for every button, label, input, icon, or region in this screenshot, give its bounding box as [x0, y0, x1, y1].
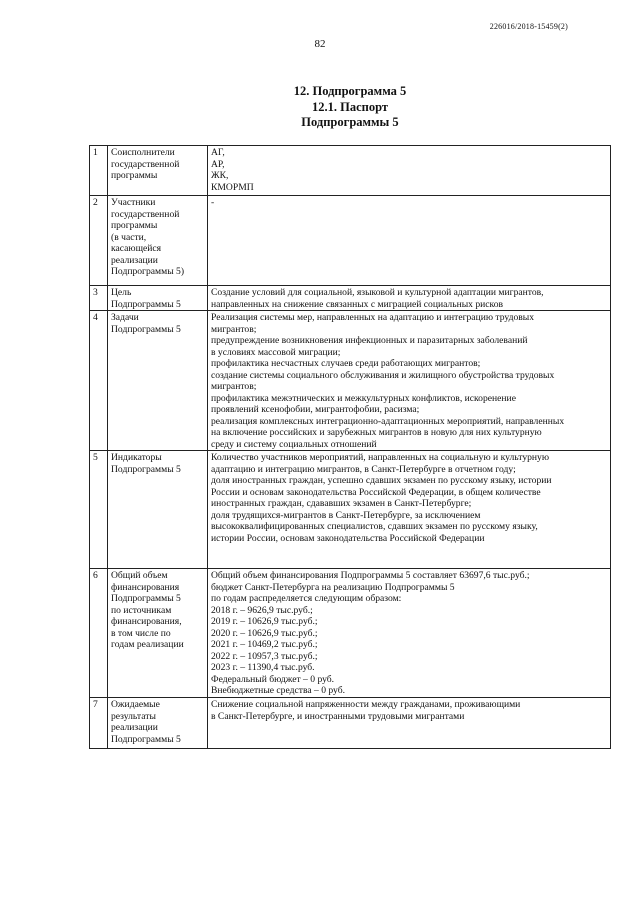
row-label-line: программы: [111, 220, 158, 231]
row-label-line: (в части,: [111, 231, 147, 243]
row-label-line: финансирования,: [111, 616, 182, 627]
table-row: [90, 286, 611, 311]
row-content: [208, 146, 611, 196]
row-content-line: создание системы социального обслуживания и жилищного обустройства трудовых: [211, 369, 555, 381]
row-label-line: Подпрограммы 5: [111, 593, 181, 604]
row-content-line: АГ,: [211, 147, 225, 158]
row-content-line: мигрантов;: [211, 323, 257, 335]
row-content-line: предупреждение возникновения инфекционных и паразитарных заболеваний: [211, 335, 528, 346]
row-content-line: Создание условий для социальной, языковой и культурной адаптации мигрантов,: [211, 287, 544, 298]
row-label-line: Подпрограммы 5: [111, 733, 181, 745]
row-label: [108, 569, 208, 698]
row-content: [208, 311, 611, 451]
row-content-line: Реализация системы мер, направленных на адаптацию и интеграцию трудовых: [211, 312, 535, 323]
table-row: [90, 311, 611, 451]
row-content-line: -: [211, 197, 215, 208]
row-content-line: Количество участников мероприятий, направленных на социальную и культурную: [211, 452, 550, 463]
row-content-line: по годам распределяется следующим образом:: [211, 593, 402, 604]
row-content-line: в Санкт-Петербурге, и иностранными трудовыми мигрантами: [211, 710, 465, 722]
row-number: 1: [90, 146, 108, 196]
row-label-line: государственной: [111, 158, 180, 170]
row-content-line: истории России, основам законодательства Российской Федерации: [211, 532, 485, 544]
table-row: [90, 146, 611, 196]
row-label-line: Подпрограммы 5: [111, 323, 181, 335]
row-number: 6: [90, 569, 108, 698]
row-number: 7: [90, 698, 108, 749]
row-label-line: Общий объем: [111, 570, 168, 581]
row-content-line: профилактика межэтнических и межкультурных конфликтов, искоренение: [211, 392, 516, 404]
row-label: [108, 311, 208, 451]
row-number: 5: [90, 451, 108, 569]
row-content-line: КМОРМП: [211, 181, 254, 193]
row-label-line: по источникам: [111, 604, 172, 616]
row-number: 3: [90, 286, 108, 311]
passport-table: [89, 145, 611, 749]
row-content-line: АР,: [211, 158, 225, 170]
title-line-1: 12. Подпрограмма 5: [293, 84, 407, 98]
row-label-line: годам реализации: [111, 639, 184, 650]
row-label-line: Подпрограммы 5: [111, 298, 181, 310]
row-content-line: Общий объем финансирования Подпрограммы 5 составляет 63697,6 тыс.руб.;: [211, 570, 530, 581]
row-content-line: 2022 г. – 10957,3 тыс.руб.;: [211, 650, 318, 662]
row-content: [208, 698, 611, 749]
row-label: [108, 698, 208, 749]
row-label-line: Ожидаемые: [111, 699, 160, 710]
row-content-line: 2018 г. – 9626,9 тыс.руб.;: [211, 604, 313, 616]
row-label-line: реализации: [111, 722, 158, 733]
row-content: [208, 451, 611, 569]
row-content-line: иностранных граждан, сдававших экзамен в Санкт-Петербурге;: [211, 498, 472, 509]
row-label-line: Подпрограммы 5): [111, 266, 185, 277]
row-content: [208, 196, 611, 286]
title-line-2: 12.1. Паспорт: [311, 99, 389, 114]
table-row: [90, 569, 611, 698]
row-label-line: финансирования: [111, 581, 180, 593]
row-label-line: программы: [111, 170, 158, 181]
row-content-line: Снижение социальной напряженности между гражданами, проживающими: [211, 699, 521, 710]
row-label-line: Задачи: [111, 312, 139, 323]
row-content-line: 2019 г. – 10626,9 тыс.руб.;: [211, 616, 318, 627]
row-content-line: Федеральный бюджет – 0 руб.: [211, 673, 335, 685]
table-row: [90, 196, 611, 286]
row-content: [208, 286, 611, 311]
row-content-line: среду и систему социальных отношений: [211, 438, 377, 450]
row-content: [208, 569, 611, 698]
page-number: 82: [314, 38, 326, 50]
row-content-line: высококвалифицированных специалистов, сдавших экзамен по русскому языку,: [211, 521, 538, 532]
row-content-line: адаптацию и интеграцию мигрантов, в Санкт-Петербурге в отчетном году;: [211, 463, 516, 475]
row-label: [108, 286, 208, 311]
table-row: [90, 451, 611, 569]
row-content-line: 2021 г. – 10469,2 тыс.руб.;: [211, 639, 318, 650]
row-content-line: России и основам законодательства Российской Федерации, в общем количестве: [211, 486, 541, 498]
row-content-line: доля иностранных граждан, успешно сдавших экзамен по русскому языку, истории: [211, 475, 552, 486]
row-label-line: Цель: [111, 287, 132, 298]
row-label: [108, 451, 208, 569]
row-content-line: 2020 г. – 10626,9 тыс.руб.;: [211, 627, 318, 639]
title-line-3: Подпрограммы 5: [301, 115, 399, 129]
row-label-line: Подпрограммы 5: [111, 463, 181, 475]
row-label: [108, 196, 208, 286]
row-label-line: касающейся: [111, 243, 162, 254]
row-content-line: профилактика несчастных случаев среди работающих мигрантов;: [211, 358, 481, 369]
row-label-line: результаты: [111, 710, 156, 722]
table-row: [90, 698, 611, 749]
row-content-line: направленных на снижение связанных с миграцией социальных рисков: [211, 298, 504, 310]
row-content-line: 2023 г. – 11390,4 тыс.руб.: [211, 662, 315, 673]
document-code: 226016/2018-15459(2): [489, 22, 568, 31]
row-number: 4: [90, 311, 108, 451]
row-content-line: мигрантов;: [211, 381, 257, 392]
row-label-line: государственной: [111, 208, 180, 220]
row-label-line: Индикаторы: [111, 452, 162, 463]
row-content-line: на включение российских и зарубежных мигрантов в новую для них культурную: [211, 427, 542, 438]
row-content-line: реализация комплексных интеграционно-адаптационных мероприятий, направленных: [211, 415, 565, 427]
row-label-line: Участники: [111, 197, 156, 208]
row-label: [108, 146, 208, 196]
row-content-line: в условиях массовой миграции;: [211, 346, 341, 358]
row-content-line: проявлений ксенофобии, мигрантофобии, расизма;: [211, 404, 420, 415]
row-label-line: в том числе по: [111, 627, 171, 639]
row-content-line: Внебюджетные средства – 0 руб.: [211, 685, 346, 696]
row-content-line: доля трудящихся-мигрантов в Санкт-Петербурге, за исключением: [211, 509, 481, 521]
row-content-line: ЖК,: [211, 170, 229, 181]
row-content-line: бюджет Санкт-Петербурга на реализацию Подпрограммы 5: [211, 581, 455, 593]
page-title: [0, 84, 640, 131]
row-number: 2: [90, 196, 108, 286]
row-label-line: реализации: [111, 254, 158, 266]
row-label-line: Соисполнители: [111, 147, 175, 158]
